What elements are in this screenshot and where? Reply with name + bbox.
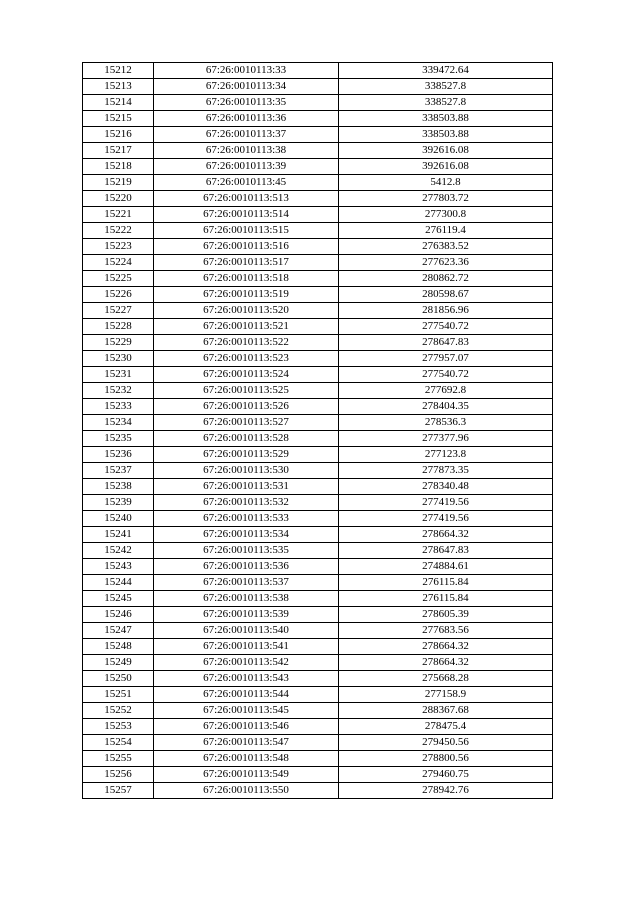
cadastral-value-cell: 277377.96 bbox=[339, 431, 553, 447]
table-row bbox=[83, 207, 553, 223]
table-row bbox=[83, 335, 553, 351]
cadastral-number-cell: 67:26:0010113:525 bbox=[154, 383, 339, 399]
table-row bbox=[83, 687, 553, 703]
row-number-cell: 15243 bbox=[83, 559, 154, 575]
cadastral-number-cell: 67:26:0010113:530 bbox=[154, 463, 339, 479]
table-row bbox=[83, 783, 553, 799]
row-number-cell: 15219 bbox=[83, 175, 154, 191]
cadastral-number-cell: 67:26:0010113:548 bbox=[154, 751, 339, 767]
table-row bbox=[83, 751, 553, 767]
cadastral-value-cell: 276383.52 bbox=[339, 239, 553, 255]
cadastral-value-cell: 277873.35 bbox=[339, 463, 553, 479]
row-number-cell: 15247 bbox=[83, 623, 154, 639]
cadastral-value-cell: 288367.68 bbox=[339, 703, 553, 719]
table-row bbox=[83, 543, 553, 559]
table-row bbox=[83, 351, 553, 367]
cadastral-number-cell: 67:26:0010113:535 bbox=[154, 543, 339, 559]
table-row bbox=[83, 527, 553, 543]
table-row bbox=[83, 495, 553, 511]
cadastral-number-cell: 67:26:0010113:538 bbox=[154, 591, 339, 607]
row-number-cell: 15241 bbox=[83, 527, 154, 543]
row-number-cell: 15248 bbox=[83, 639, 154, 655]
cadastral-value-cell: 338527.8 bbox=[339, 79, 553, 95]
row-number-cell: 15246 bbox=[83, 607, 154, 623]
row-number-cell: 15234 bbox=[83, 415, 154, 431]
table-row bbox=[83, 191, 553, 207]
table-row bbox=[83, 767, 553, 783]
cadastral-value-cell: 277683.56 bbox=[339, 623, 553, 639]
row-number-cell: 15228 bbox=[83, 319, 154, 335]
cadastral-number-cell: 67:26:0010113:545 bbox=[154, 703, 339, 719]
cadastral-value-cell: 278605.39 bbox=[339, 607, 553, 623]
cadastral-value-table bbox=[82, 62, 553, 799]
cadastral-value-cell: 277957.07 bbox=[339, 351, 553, 367]
cadastral-value-cell: 278664.32 bbox=[339, 527, 553, 543]
table-row bbox=[83, 159, 553, 175]
cadastral-value-cell: 392616.08 bbox=[339, 159, 553, 175]
row-number-cell: 15240 bbox=[83, 511, 154, 527]
cadastral-value-cell: 277623.36 bbox=[339, 255, 553, 271]
cadastral-number-cell: 67:26:0010113:542 bbox=[154, 655, 339, 671]
table-body bbox=[83, 63, 553, 799]
cadastral-value-cell: 278664.32 bbox=[339, 655, 553, 671]
row-number-cell: 15236 bbox=[83, 447, 154, 463]
row-number-cell: 15242 bbox=[83, 543, 154, 559]
table-row bbox=[83, 511, 553, 527]
row-number-cell: 15256 bbox=[83, 767, 154, 783]
table-row bbox=[83, 367, 553, 383]
row-number-cell: 15226 bbox=[83, 287, 154, 303]
row-number-cell: 15230 bbox=[83, 351, 154, 367]
cadastral-number-cell: 67:26:0010113:533 bbox=[154, 511, 339, 527]
cadastral-value-cell: 277300.8 bbox=[339, 207, 553, 223]
row-number-cell: 15217 bbox=[83, 143, 154, 159]
row-number-cell: 15232 bbox=[83, 383, 154, 399]
row-number-cell: 15222 bbox=[83, 223, 154, 239]
table-row bbox=[83, 95, 553, 111]
cadastral-number-cell: 67:26:0010113:547 bbox=[154, 735, 339, 751]
cadastral-number-cell: 67:26:0010113:543 bbox=[154, 671, 339, 687]
table-row bbox=[83, 447, 553, 463]
cadastral-number-cell: 67:26:0010113:522 bbox=[154, 335, 339, 351]
cadastral-value-cell: 276115.84 bbox=[339, 575, 553, 591]
table-row bbox=[83, 623, 553, 639]
cadastral-number-cell: 67:26:0010113:36 bbox=[154, 111, 339, 127]
cadastral-value-cell: 276119.4 bbox=[339, 223, 553, 239]
row-number-cell: 15253 bbox=[83, 719, 154, 735]
cadastral-value-cell: 339472.64 bbox=[339, 63, 553, 79]
cadastral-number-cell: 67:26:0010113:514 bbox=[154, 207, 339, 223]
cadastral-value-cell: 277692.8 bbox=[339, 383, 553, 399]
cadastral-number-cell: 67:26:0010113:516 bbox=[154, 239, 339, 255]
cadastral-value-cell: 278536.3 bbox=[339, 415, 553, 431]
row-number-cell: 15235 bbox=[83, 431, 154, 447]
cadastral-value-cell: 277540.72 bbox=[339, 367, 553, 383]
table-row bbox=[83, 239, 553, 255]
cadastral-value-cell: 276115.84 bbox=[339, 591, 553, 607]
table-row bbox=[83, 127, 553, 143]
table-row bbox=[83, 79, 553, 95]
row-number-cell: 15212 bbox=[83, 63, 154, 79]
cadastral-number-cell: 67:26:0010113:523 bbox=[154, 351, 339, 367]
table-row bbox=[83, 671, 553, 687]
cadastral-value-cell: 338527.8 bbox=[339, 95, 553, 111]
cadastral-number-cell: 67:26:0010113:536 bbox=[154, 559, 339, 575]
row-number-cell: 15254 bbox=[83, 735, 154, 751]
row-number-cell: 15257 bbox=[83, 783, 154, 799]
row-number-cell: 15229 bbox=[83, 335, 154, 351]
cadastral-number-cell: 67:26:0010113:45 bbox=[154, 175, 339, 191]
table-row bbox=[83, 703, 553, 719]
table-row bbox=[83, 591, 553, 607]
cadastral-number-cell: 67:26:0010113:528 bbox=[154, 431, 339, 447]
cadastral-number-cell: 67:26:0010113:526 bbox=[154, 399, 339, 415]
cadastral-number-cell: 67:26:0010113:37 bbox=[154, 127, 339, 143]
cadastral-value-cell: 392616.08 bbox=[339, 143, 553, 159]
cadastral-number-cell: 67:26:0010113:541 bbox=[154, 639, 339, 655]
table-row bbox=[83, 735, 553, 751]
cadastral-value-cell: 279460.75 bbox=[339, 767, 553, 783]
row-number-cell: 15231 bbox=[83, 367, 154, 383]
cadastral-number-cell: 67:26:0010113:540 bbox=[154, 623, 339, 639]
table-row bbox=[83, 111, 553, 127]
cadastral-number-cell: 67:26:0010113:546 bbox=[154, 719, 339, 735]
row-number-cell: 15214 bbox=[83, 95, 154, 111]
table-row bbox=[83, 175, 553, 191]
cadastral-value-cell: 338503.88 bbox=[339, 111, 553, 127]
row-number-cell: 15221 bbox=[83, 207, 154, 223]
row-number-cell: 15255 bbox=[83, 751, 154, 767]
row-number-cell: 15237 bbox=[83, 463, 154, 479]
row-number-cell: 15238 bbox=[83, 479, 154, 495]
table-row bbox=[83, 383, 553, 399]
cadastral-number-cell: 67:26:0010113:38 bbox=[154, 143, 339, 159]
cadastral-value-cell: 280862.72 bbox=[339, 271, 553, 287]
cadastral-number-cell: 67:26:0010113:544 bbox=[154, 687, 339, 703]
row-number-cell: 15252 bbox=[83, 703, 154, 719]
cadastral-value-cell: 279450.56 bbox=[339, 735, 553, 751]
cadastral-number-cell: 67:26:0010113:515 bbox=[154, 223, 339, 239]
cadastral-number-cell: 67:26:0010113:529 bbox=[154, 447, 339, 463]
cadastral-value-cell: 277419.56 bbox=[339, 511, 553, 527]
row-number-cell: 15239 bbox=[83, 495, 154, 511]
cadastral-number-cell: 67:26:0010113:520 bbox=[154, 303, 339, 319]
table-row bbox=[83, 639, 553, 655]
table-row bbox=[83, 719, 553, 735]
table-row bbox=[83, 223, 553, 239]
table-row bbox=[83, 63, 553, 79]
cadastral-number-cell: 67:26:0010113:519 bbox=[154, 287, 339, 303]
table-row bbox=[83, 607, 553, 623]
row-number-cell: 15220 bbox=[83, 191, 154, 207]
cadastral-value-cell: 275668.28 bbox=[339, 671, 553, 687]
row-number-cell: 15215 bbox=[83, 111, 154, 127]
cadastral-number-cell: 67:26:0010113:35 bbox=[154, 95, 339, 111]
cadastral-number-cell: 67:26:0010113:537 bbox=[154, 575, 339, 591]
cadastral-value-cell: 277540.72 bbox=[339, 319, 553, 335]
cadastral-value-cell: 277123.8 bbox=[339, 447, 553, 463]
cadastral-number-cell: 67:26:0010113:34 bbox=[154, 79, 339, 95]
cadastral-number-cell: 67:26:0010113:534 bbox=[154, 527, 339, 543]
cadastral-number-cell: 67:26:0010113:531 bbox=[154, 479, 339, 495]
table-row bbox=[83, 399, 553, 415]
cadastral-number-cell: 67:26:0010113:521 bbox=[154, 319, 339, 335]
table-row bbox=[83, 303, 553, 319]
table-row bbox=[83, 271, 553, 287]
table-row bbox=[83, 655, 553, 671]
row-number-cell: 15249 bbox=[83, 655, 154, 671]
cadastral-value-cell: 277803.72 bbox=[339, 191, 553, 207]
cadastral-value-cell: 278475.4 bbox=[339, 719, 553, 735]
cadastral-number-cell: 67:26:0010113:513 bbox=[154, 191, 339, 207]
row-number-cell: 15250 bbox=[83, 671, 154, 687]
table-row bbox=[83, 415, 553, 431]
table-row bbox=[83, 287, 553, 303]
cadastral-number-cell: 67:26:0010113:550 bbox=[154, 783, 339, 799]
row-number-cell: 15223 bbox=[83, 239, 154, 255]
cadastral-value-cell: 278647.83 bbox=[339, 543, 553, 559]
cadastral-value-cell: 278800.56 bbox=[339, 751, 553, 767]
row-number-cell: 15216 bbox=[83, 127, 154, 143]
cadastral-value-cell: 278404.35 bbox=[339, 399, 553, 415]
cadastral-value-cell: 278942.76 bbox=[339, 783, 553, 799]
cadastral-number-cell: 67:26:0010113:539 bbox=[154, 607, 339, 623]
cadastral-value-cell: 274884.61 bbox=[339, 559, 553, 575]
cadastral-value-cell: 277158.9 bbox=[339, 687, 553, 703]
row-number-cell: 15224 bbox=[83, 255, 154, 271]
cadastral-value-cell: 280598.67 bbox=[339, 287, 553, 303]
table-row bbox=[83, 431, 553, 447]
row-number-cell: 15251 bbox=[83, 687, 154, 703]
cadastral-value-cell: 338503.88 bbox=[339, 127, 553, 143]
row-number-cell: 15213 bbox=[83, 79, 154, 95]
cadastral-number-cell: 67:26:0010113:33 bbox=[154, 63, 339, 79]
cadastral-value-cell: 281856.96 bbox=[339, 303, 553, 319]
cadastral-number-cell: 67:26:0010113:39 bbox=[154, 159, 339, 175]
cadastral-number-cell: 67:26:0010113:518 bbox=[154, 271, 339, 287]
cadastral-number-cell: 67:26:0010113:532 bbox=[154, 495, 339, 511]
table-row bbox=[83, 143, 553, 159]
table-row bbox=[83, 479, 553, 495]
cadastral-number-cell: 67:26:0010113:517 bbox=[154, 255, 339, 271]
cadastral-value-cell: 278664.32 bbox=[339, 639, 553, 655]
cadastral-value-cell: 278647.83 bbox=[339, 335, 553, 351]
table-row bbox=[83, 463, 553, 479]
cadastral-number-cell: 67:26:0010113:527 bbox=[154, 415, 339, 431]
row-number-cell: 15218 bbox=[83, 159, 154, 175]
cadastral-value-cell: 278340.48 bbox=[339, 479, 553, 495]
cadastral-value-cell: 277419.56 bbox=[339, 495, 553, 511]
row-number-cell: 15244 bbox=[83, 575, 154, 591]
table-row bbox=[83, 319, 553, 335]
table-row bbox=[83, 575, 553, 591]
row-number-cell: 15245 bbox=[83, 591, 154, 607]
cadastral-number-cell: 67:26:0010113:524 bbox=[154, 367, 339, 383]
cadastral-number-cell: 67:26:0010113:549 bbox=[154, 767, 339, 783]
row-number-cell: 15227 bbox=[83, 303, 154, 319]
table-row bbox=[83, 255, 553, 271]
cadastral-value-cell: 5412.8 bbox=[339, 175, 553, 191]
row-number-cell: 15233 bbox=[83, 399, 154, 415]
row-number-cell: 15225 bbox=[83, 271, 154, 287]
table-row bbox=[83, 559, 553, 575]
